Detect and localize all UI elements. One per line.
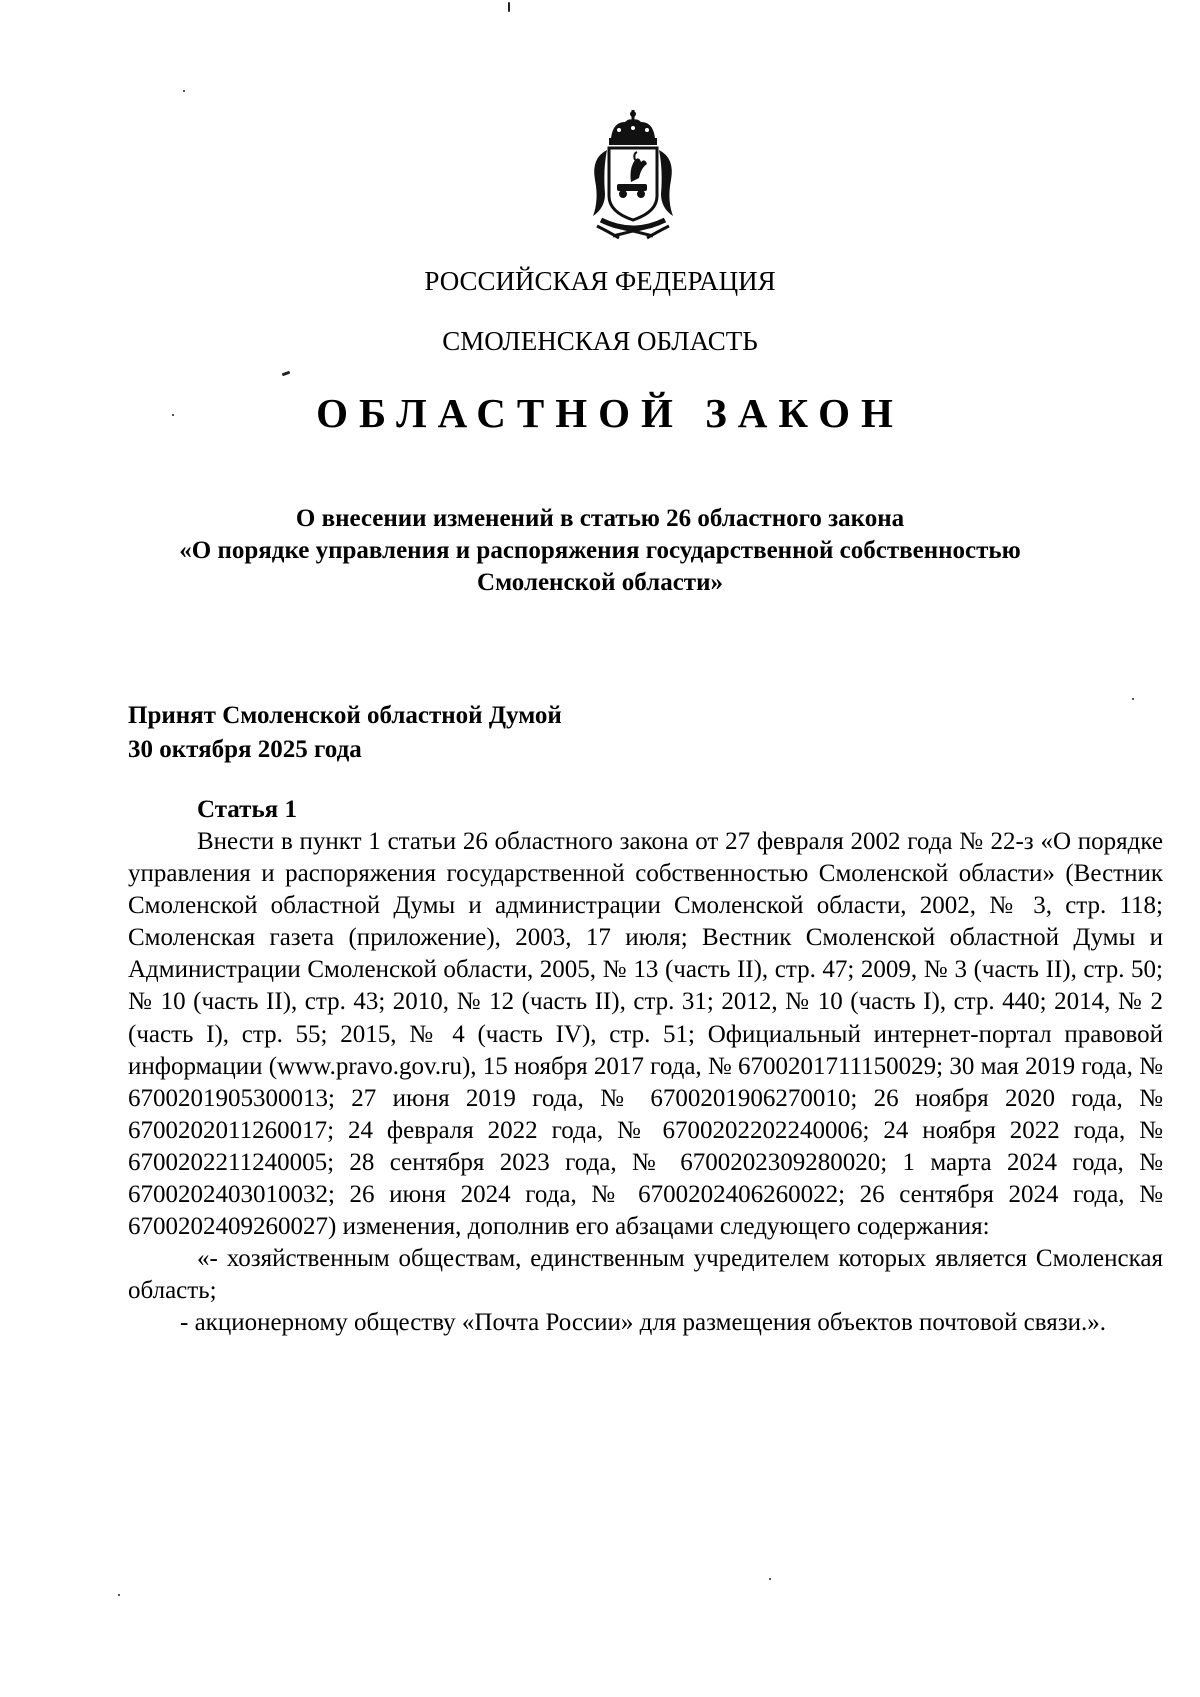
scan-speck (282, 371, 291, 377)
region-name: СМОЛЕНСКАЯ ОБЛАСТЬ (442, 326, 758, 356)
law-title (120, 503, 1080, 599)
scan-speck (183, 90, 185, 92)
smolensk-coat-of-arms-icon (583, 108, 683, 241)
country-name: РОССИЙСКАЯ ФЕДЕРАЦИЯ (424, 266, 776, 296)
scan-speck (508, 2, 510, 12)
document-type: ОБЛАСТНОЙ ЗАКОН (316, 390, 904, 436)
scan-speck (172, 414, 174, 416)
article-paragraph: «- хозяйственным обществам, единственным учредителем которых является Смоленская область; (128, 1245, 1163, 1305)
scan-speck (769, 1578, 771, 1580)
article-paragraph: Внести в пункт 1 статьи 26 областного закона от 27 февраля 2002 года № 22-з «О порядке управления и распоряжения государственной собственностью Смоленской области» (Вестник Смоленской областной Думы и администрации Смоленской области, 2002, № 3, стр. 118; Смоленская газета (приложение), 2003, 17 июля; Вестник Смоленской областной Думы и Администрации Смоленской области, 2005, № 13 (часть II), стр. 47; 2009, № 3 (часть II), стр. 50; № 10 (часть II), стр. 43; 2010, № 12 (часть II), стр. 31; 2012, № 10 (часть I), стр. 440; 2014, № 2 (часть I), стр. 55; 2015, № 4 (часть IV), стр. 51; Официальный интернет-портал правовой информации (www.pravo.gov.ru), 15 ноября 2017 года, № 6700201711150029; 30 мая 2019 года, № 6700201905300013; 27 июня 2019 года, № 6700201906270010; 26 ноября 2020 года, № 6700202011260017; 24 февраля 2022 года, № 6700202202240006; 24 ноября 2022 года, № 6700202211240005; 28 сентября 2023 года, № 6700202309280020; 1 марта 2024 года, № 6700202403010032; 26 июня 2024 года, № 6700202406260022; 26 сентября 2024 года, № 6700202409260027) изменения, дополнив его абзацами следующего содержания: (128, 828, 1163, 1241)
scan-speck (118, 1594, 120, 1596)
law-title-line: О внесении изменений в статью 26 областного закона (295, 505, 905, 532)
adoption-date: 30 октября 2025 года (128, 736, 362, 763)
article-heading: Статья 1 (197, 796, 297, 823)
adoption-info (128, 699, 562, 767)
article-paragraph: - акционерному обществу «Почта России» для размещения объектов почтовой связи.». (180, 1309, 1107, 1337)
law-title-line: «О порядке управления и распоряжения государственной собственностью (179, 537, 1021, 564)
law-title-line: Смоленской области» (477, 569, 723, 596)
scan-speck (1132, 698, 1134, 700)
adoption-body: Принят Смоленской областной Думой (128, 702, 562, 729)
article-body (128, 826, 1163, 1340)
